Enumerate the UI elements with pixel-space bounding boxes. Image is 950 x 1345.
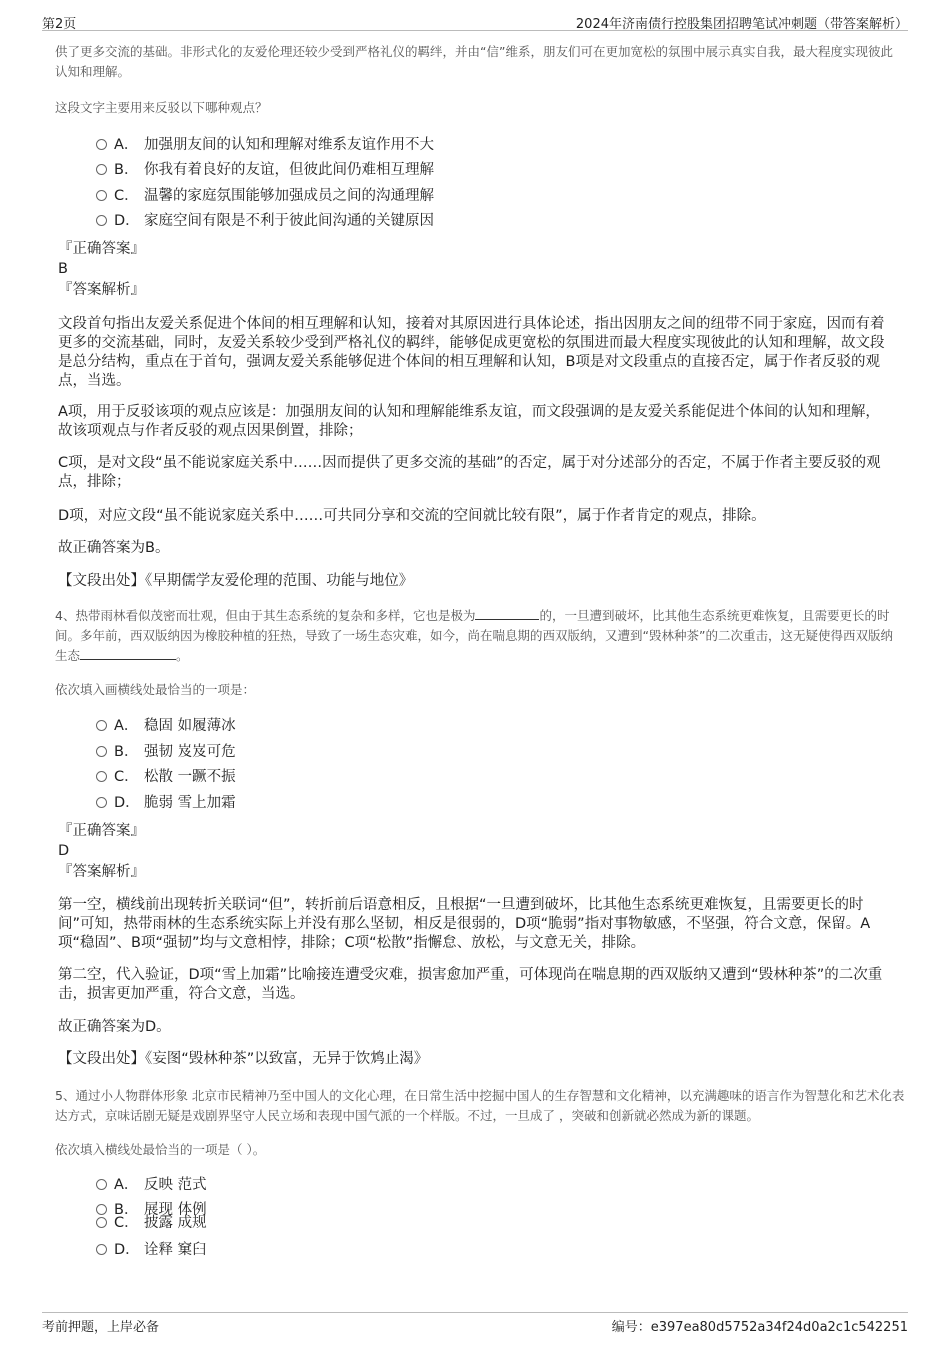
q3-analysis-p4: D项，对应文段“虽不能说家庭关系中……可共同分享和交流的空间就比较有限”，属于作者肯定的观点，排除。 <box>58 508 766 524</box>
q4-source: 【文段出处】《妄图“毁林种茶”以致富，无异于饮鸩止渴》 <box>58 1051 429 1067</box>
radio-icon[interactable] <box>96 746 107 757</box>
q4-option-c[interactable]: C． 松散 一蹶不振 <box>96 767 236 787</box>
radio-icon[interactable] <box>96 1244 107 1255</box>
radio-icon[interactable] <box>96 771 107 782</box>
q4-answer-label: 『正确答案』 <box>58 823 145 839</box>
q3-analysis-p2: A项，用于反驳该项的观点应该是：加强朋友间的认知和理解能维系友谊，而文段强调的是友爱关系能促进个体间的认知和理解，故该项观点与作者反驳的观点因果倒置，排除； <box>58 404 880 439</box>
radio-icon[interactable] <box>96 797 107 808</box>
q4-blank-1 <box>475 607 539 620</box>
q4-analysis-p3: 故正确答案为D。 <box>58 1019 171 1035</box>
q3-analysis-label: 『答案解析』 <box>58 282 145 298</box>
q4-option-b[interactable]: B． 强韧 岌岌可危 <box>96 742 236 762</box>
q4-stem: 4、热带雨林看似茂密而壮观，但由于其生态系统的复杂和多样，它也是极为 的，一旦遭到破坏，比其他生态系统更难恢复，且需要更长的时间。多年前，西双版纳因为橡胶种植的狂热，导致了一场生态灾难，如今，尚在喘息期的西双版纳，又遭到“毁林种茶”的二次重击，这无疑使得西双版纳生态 。 <box>55 608 893 663</box>
q3-answer-label: 『正确答案』 <box>58 241 145 257</box>
document-id: 编号：e397ea80d5752a34f24d0a2c1c542251 <box>611 1320 908 1335</box>
q4-option-d[interactable]: D． 脆弱 雪上加霜 <box>96 793 236 813</box>
document-title: 2024年济南债行控股集团招聘笔试冲刺题（带答案解析） <box>575 17 908 32</box>
q5-option-a[interactable]: A． 反映 范式 <box>96 1175 207 1195</box>
q5-stem: 5、通过小人物群体形象 北京市民精神乃至中国人的文化心理，在日常生活中挖掘中国人的生存智慧和文化精神，以充满趣味的语言作为智慧化和艺术化表达方式，京味话剧无疑是戏剧界坚守人民立场和表现中国气派的一个样版。不过，一旦成了 ，突破和创新就必然成为新的课题。 <box>55 1088 905 1123</box>
q3-option-d[interactable]: D． 家庭空间有限是不利于彼此间沟通的关键原因 <box>96 211 434 231</box>
page-header <box>42 10 908 31</box>
radio-icon[interactable] <box>96 215 107 226</box>
q3-analysis-p1: 文段首句指出友爱关系促进个体间的相互理解和认知，接着对其原因进行具体论述，指出因朋友之间的纽带不同于家庭，因而有着更多的交流基础，同时，友爱关系较少受到严格礼仪的羁绊，能够促成更宽松的氛围进而最大程度实现彼此的认知和理解，故文段是总分结构，重点在于首句，强调友爱关系能够促进个体间的相互理解和认知，B项是对文段重点的直接否定，属于作者反驳的观点，当选。 <box>58 316 885 389</box>
q4-blank-2 <box>80 647 176 660</box>
radio-icon[interactable] <box>96 720 107 731</box>
page-number: 第2页 <box>42 17 77 32</box>
radio-icon[interactable] <box>96 1179 107 1190</box>
q3-option-c[interactable]: C． 温馨的家庭氛围能够加强成员之间的沟通理解 <box>96 186 434 206</box>
q4-answer: D <box>58 843 70 859</box>
q3-source: 【文段出处】《早期儒学友爱伦理的范围、功能与地位》 <box>58 573 414 589</box>
q4-option-a[interactable]: A． 稳固 如履薄冰 <box>96 716 236 736</box>
q3-option-b[interactable]: B． 你我有着良好的友谊，但彼此间仍难相互理解 <box>96 160 434 180</box>
q5-option-c[interactable]: C． 披露 成规 <box>96 1213 207 1233</box>
q3-stem-tail: 供了更多交流的基础。非形式化的友爱伦理还较少受到严格礼仪的羁绊，并由“信”维系，朋友们可在更加宽松的氛围中展示真实自我，最大程度实现彼此认知和理解。 <box>55 44 893 79</box>
q5-question: 依次填入横线处最恰当的一项是（ ）。 <box>55 1142 266 1157</box>
q4-question: 依次填入画横线处最恰当的一项是： <box>55 682 256 697</box>
radio-icon[interactable] <box>96 139 107 150</box>
q5-option-d[interactable]: D． 诠释 窠臼 <box>96 1240 207 1260</box>
q4-analysis-p2: 第二空，代入验证，D项“雪上加霜”比喻接连遭受灾难，损害愈加严重，可体现尚在喘息期的西双版纳又遭到“毁林种茶”的二次重击，损害更加严重，符合文意，当选。 <box>58 967 883 1002</box>
radio-icon[interactable] <box>96 1217 107 1228</box>
q3-analysis-p5: 故正确答案为B。 <box>58 540 170 556</box>
q5-option-b[interactable]: B． 展现 体例 <box>96 1200 207 1220</box>
footer-slogan: 考前押题，上岸必备 <box>42 1320 160 1335</box>
q3-question: 这段文字主要用来反驳以下哪种观点？ <box>55 100 268 115</box>
q3-analysis-p3: C项，是对文段“虽不能说家庭关系中……因而提供了更多交流的基础”的否定，属于对分述部分的否定，不属于作者主要反驳的观点，排除； <box>58 455 881 490</box>
q3-option-a[interactable]: A． 加强朋友间的认知和理解对维系友谊作用不大 <box>96 135 434 155</box>
q3-answer: B <box>58 261 68 277</box>
page-footer <box>42 1312 908 1337</box>
q4-analysis-p1: 第一空，横线前出现转折关联词“但”，转折前后语意相反，且根据“一旦遭到破坏，比其他生态系统更难恢复，且需要更长的时间”可知，热带雨林的生态系统实际上并没有那么坚韧，相反是很弱的，D项“脆弱”指对事物敏感，不坚强，符合文意，保留。A项“稳固”、B项“强韧”均与文意相悖，排除；C项“松散”指懈怠、放松，与文意无关，排除。 <box>58 897 871 951</box>
q4-analysis-label: 『答案解析』 <box>58 864 145 880</box>
radio-icon[interactable] <box>96 190 107 201</box>
radio-icon[interactable] <box>96 164 107 175</box>
